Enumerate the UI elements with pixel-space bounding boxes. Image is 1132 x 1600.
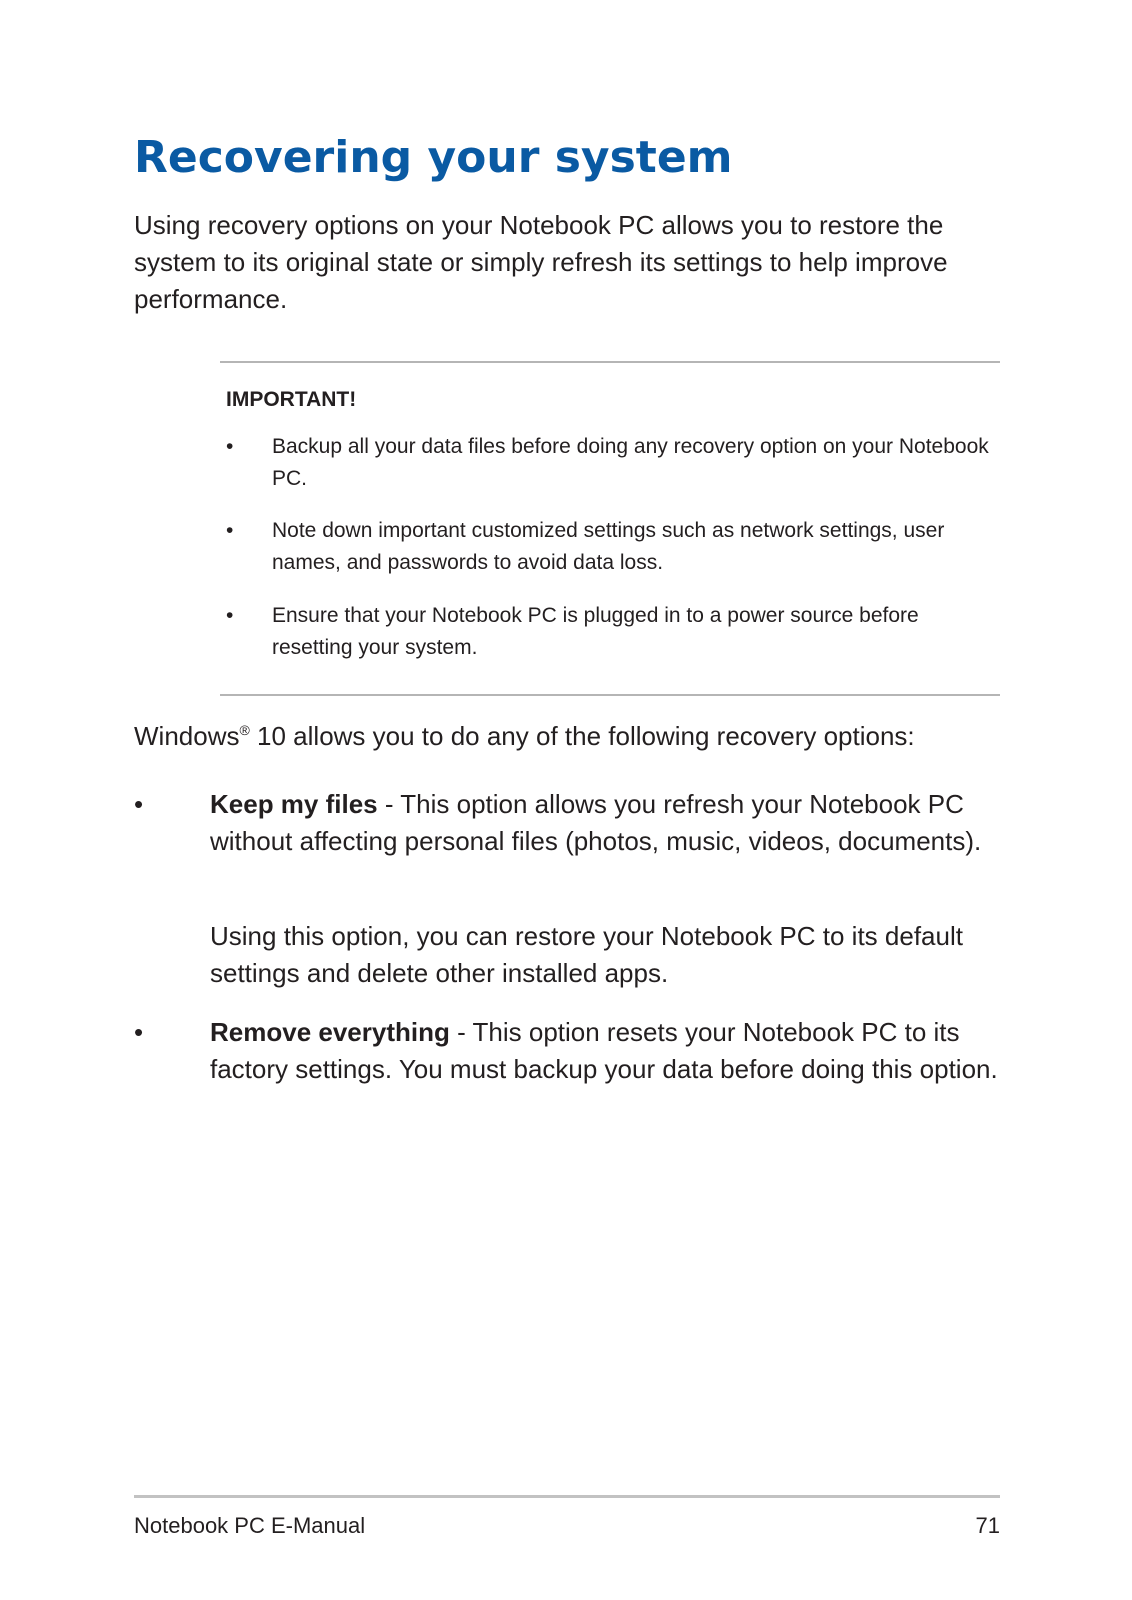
footer-divider (134, 1495, 1000, 1498)
option-title: Remove everything (210, 1017, 450, 1047)
recovery-options-lead (134, 718, 915, 755)
bullet: • (226, 604, 234, 627)
important-notice (220, 361, 1000, 696)
option-description (210, 1014, 1000, 1088)
bullet: • (134, 789, 144, 819)
important-heading: IMPORTANT! (226, 388, 357, 411)
bullet: • (226, 435, 234, 458)
option-title: Keep my files (210, 789, 378, 819)
important-item-text: Note down important customized settings such as network settings, user names, and passwords to avoid data loss. (272, 519, 945, 574)
page-title: Recovering your system (134, 132, 733, 183)
important-item-text: Ensure that your Notebook PC is plugged in to a power source before resetting your system. (272, 604, 919, 659)
page-number: 71 (975, 1513, 1000, 1538)
bullet: • (134, 1017, 144, 1047)
footer-manual-name: Notebook PC E-Manual (134, 1513, 366, 1538)
lead-text-end: 10 allows you to do any of the following recovery options: (249, 721, 915, 751)
important-item-text: Backup all your data files before doing any recovery option on your Notebook PC. (272, 435, 989, 490)
option-description-text: - This option resets your Notebook PC to its factory settings. You must backup your data before doing this option. (210, 1017, 998, 1084)
registered-mark: ® (239, 722, 250, 738)
intro-paragraph: Using recovery options on your Notebook PC allows you to restore the system to its original state or simply refresh its settings to help improve performance. (134, 210, 948, 314)
option-description-text: - This option allows you refresh your Notebook PC without affecting personal files (photos, music, videos, documents). (210, 789, 982, 856)
option-description (210, 786, 1000, 860)
lead-text-start: Windows (134, 721, 240, 751)
option-extra-note: Using this option, you can restore your Notebook PC to its default settings and delete other installed apps. (210, 921, 963, 988)
bullet: • (226, 519, 234, 542)
